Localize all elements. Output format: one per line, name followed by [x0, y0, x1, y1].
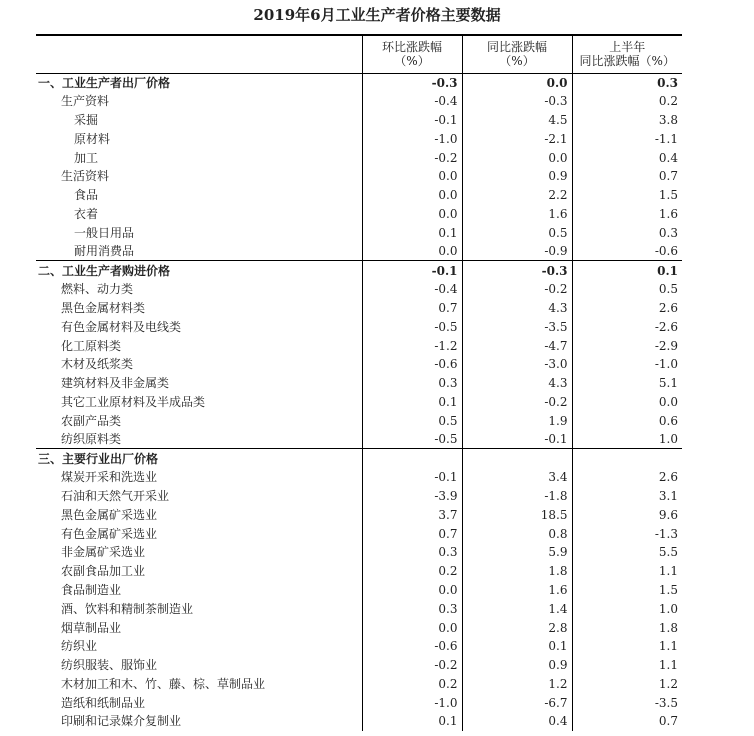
row-h1: 0.1	[572, 261, 682, 280]
row-yoy: -4.7	[462, 336, 572, 355]
row-mom: 0.0	[362, 581, 462, 600]
row-name: 衣着	[74, 206, 99, 221]
row-name: 原材料	[74, 131, 111, 146]
table-row	[36, 393, 682, 412]
row-name: 食品	[74, 188, 99, 203]
row-yoy: 0.4	[462, 712, 572, 731]
row-h1: 2.6	[572, 468, 682, 487]
row-h1: 3.8	[572, 111, 682, 130]
row-h1: 0.7	[572, 167, 682, 186]
row-mom: 0.2	[362, 675, 462, 694]
table-row	[36, 73, 682, 92]
row-h1: 5.1	[572, 374, 682, 393]
row-name: 有色金属矿采选业	[61, 526, 158, 541]
table-row	[36, 581, 682, 600]
table-row	[36, 355, 682, 374]
row-h1	[572, 449, 682, 468]
table-row	[36, 261, 682, 280]
row-mom: -0.6	[362, 637, 462, 656]
row-name: 纺织服装、服饰业	[61, 658, 158, 673]
row-name: 三、主要行业出厂价格	[36, 449, 362, 468]
row-mom: -1.2	[362, 336, 462, 355]
row-h1: 0.6	[572, 411, 682, 430]
row-name: 有色金属材料及电线类	[61, 319, 182, 334]
header-mom	[362, 35, 462, 73]
table-row	[36, 637, 682, 656]
row-name: 二、工业生产者购进价格	[36, 261, 362, 280]
row-yoy: -0.9	[462, 242, 572, 261]
header-h1-label: 上半年	[609, 40, 646, 55]
table-row	[36, 223, 682, 242]
row-name: 木材及纸浆类	[61, 357, 134, 372]
table-row	[36, 92, 682, 111]
row-yoy: 1.6	[462, 581, 572, 600]
row-name: 燃料、动力类	[61, 282, 134, 297]
header-h1-sub: 同比涨跌幅（%）	[579, 54, 675, 69]
header-item	[36, 35, 362, 73]
row-mom: 0.7	[362, 299, 462, 318]
row-yoy: -0.2	[462, 393, 572, 412]
row-yoy: 0.0	[462, 148, 572, 167]
row-mom: 0.3	[362, 599, 462, 618]
row-h1: -1.1	[572, 129, 682, 148]
row-mom: 0.5	[362, 411, 462, 430]
row-yoy: 1.8	[462, 562, 572, 581]
table-row	[36, 242, 682, 261]
row-name: 生产资料	[61, 94, 110, 109]
table-row	[36, 280, 682, 299]
row-mom: 0.3	[362, 374, 462, 393]
row-yoy: 3.4	[462, 468, 572, 487]
row-mom: 0.1	[362, 393, 462, 412]
row-mom: 0.1	[362, 712, 462, 731]
row-name: 农副产品类	[61, 413, 122, 428]
row-mom: 0.0	[362, 242, 462, 261]
row-h1: 0.0	[572, 393, 682, 412]
row-h1: 0.5	[572, 280, 682, 299]
row-yoy: -6.7	[462, 693, 572, 712]
price-data-table	[36, 34, 682, 731]
row-yoy: -0.3	[462, 92, 572, 111]
row-h1: 0.3	[572, 223, 682, 242]
row-h1: -2.9	[572, 336, 682, 355]
row-name: 耐用消费品	[74, 244, 135, 259]
table-row	[36, 167, 682, 186]
row-yoy: 1.9	[462, 411, 572, 430]
row-mom: 0.0	[362, 205, 462, 224]
table-row	[36, 411, 682, 430]
row-mom: -3.9	[362, 487, 462, 506]
row-h1: -2.6	[572, 317, 682, 336]
row-h1: 0.2	[572, 92, 682, 111]
row-yoy: 0.0	[462, 73, 572, 92]
row-name: 黑色金属材料类	[61, 300, 146, 315]
table-body	[36, 73, 682, 731]
row-yoy: 4.5	[462, 111, 572, 130]
row-name: 石油和天然气开采业	[61, 488, 170, 503]
row-yoy: 0.9	[462, 656, 572, 675]
row-yoy: 4.3	[462, 299, 572, 318]
table-row	[36, 336, 682, 355]
header-mom-label: 环比涨跌幅	[381, 40, 442, 55]
row-yoy: 4.3	[462, 374, 572, 393]
row-yoy: -3.0	[462, 355, 572, 374]
row-mom: -0.1	[362, 261, 462, 280]
row-h1: -1.3	[572, 524, 682, 543]
row-h1: 1.5	[572, 581, 682, 600]
header-mom-unit: （%）	[394, 54, 430, 69]
row-h1: 1.1	[572, 562, 682, 581]
row-name: 采掘	[74, 112, 99, 127]
row-yoy: 0.1	[462, 637, 572, 656]
row-yoy: 18.5	[462, 505, 572, 524]
table-row	[36, 299, 682, 318]
row-mom: -0.5	[362, 430, 462, 449]
row-mom: 0.7	[362, 524, 462, 543]
row-h1: 2.6	[572, 299, 682, 318]
row-yoy: 5.9	[462, 543, 572, 562]
row-yoy: -1.8	[462, 487, 572, 506]
row-h1: 1.0	[572, 599, 682, 618]
row-name: 造纸和纸制品业	[61, 695, 146, 710]
row-mom: -0.1	[362, 468, 462, 487]
row-h1: 1.6	[572, 205, 682, 224]
row-name: 化工原料类	[61, 338, 122, 353]
row-h1: 1.0	[572, 430, 682, 449]
row-mom: 0.1	[362, 223, 462, 242]
row-mom: 0.2	[362, 562, 462, 581]
table-row	[36, 129, 682, 148]
header-yoy-label: 同比涨跌幅	[486, 40, 547, 55]
row-yoy: 0.8	[462, 524, 572, 543]
row-mom: 3.7	[362, 505, 462, 524]
row-yoy: -0.3	[462, 261, 572, 280]
table-header-row	[36, 35, 682, 73]
row-h1: 1.1	[572, 637, 682, 656]
row-mom: -0.6	[362, 355, 462, 374]
table-row	[36, 317, 682, 336]
page-title: 2019年6月工业生产者价格主要数据	[253, 6, 501, 24]
table-row	[36, 524, 682, 543]
row-mom: -1.0	[362, 693, 462, 712]
row-name: 木材加工和木、竹、藤、棕、草制品业	[61, 676, 266, 691]
row-mom: 0.0	[362, 618, 462, 637]
row-h1: 1.1	[572, 656, 682, 675]
row-name: 一、工业生产者出厂价格	[38, 75, 171, 90]
row-mom: 0.0	[362, 167, 462, 186]
table-row	[36, 148, 682, 167]
row-name: 烟草制品业	[61, 620, 122, 635]
table-row	[36, 468, 682, 487]
row-mom: -0.4	[362, 280, 462, 299]
row-yoy: -2.1	[462, 129, 572, 148]
row-h1: 1.5	[572, 186, 682, 205]
row-mom: -0.2	[362, 148, 462, 167]
row-yoy: -0.1	[462, 430, 572, 449]
row-yoy: 0.9	[462, 167, 572, 186]
row-mom: -0.1	[362, 111, 462, 130]
row-yoy: -0.2	[462, 280, 572, 299]
row-name: 黑色金属矿采选业	[61, 507, 158, 522]
row-h1: 5.5	[572, 543, 682, 562]
row-name: 纺织业	[61, 639, 98, 654]
row-yoy	[462, 449, 572, 468]
row-name: 建筑材料及非金属类	[61, 376, 170, 391]
row-h1: -1.0	[572, 355, 682, 374]
table-row	[36, 675, 682, 694]
row-yoy: 1.2	[462, 675, 572, 694]
table-row	[36, 543, 682, 562]
row-h1: 3.1	[572, 487, 682, 506]
row-yoy: 2.2	[462, 186, 572, 205]
row-name: 纺织原料类	[61, 432, 122, 447]
row-name: 加工	[74, 150, 99, 165]
row-name: 生活资料	[61, 169, 110, 184]
row-mom: 0.3	[362, 543, 462, 562]
row-name: 一般日用品	[74, 225, 135, 240]
table-row	[36, 562, 682, 581]
row-name: 非金属矿采选业	[61, 545, 146, 560]
header-yoy-unit: （%）	[499, 54, 535, 69]
row-mom: 0.0	[362, 186, 462, 205]
row-yoy: 0.5	[462, 223, 572, 242]
row-yoy: 1.4	[462, 599, 572, 618]
row-mom	[362, 449, 462, 468]
row-mom: -0.4	[362, 92, 462, 111]
row-h1: -3.5	[572, 693, 682, 712]
row-name: 酒、饮料和精制茶制造业	[61, 601, 194, 616]
table-row	[36, 618, 682, 637]
header-yoy	[462, 35, 572, 73]
row-mom: -0.5	[362, 317, 462, 336]
table-row	[36, 186, 682, 205]
row-mom: -0.3	[362, 73, 462, 92]
table-row	[36, 656, 682, 675]
table-row	[36, 374, 682, 393]
row-mom: -0.2	[362, 656, 462, 675]
row-name: 煤炭开采和洗选业	[61, 470, 158, 485]
row-h1: 0.4	[572, 148, 682, 167]
row-h1: 0.7	[572, 712, 682, 731]
table-row	[36, 449, 682, 468]
row-name: 农副食品加工业	[61, 564, 146, 579]
row-h1: 1.8	[572, 618, 682, 637]
row-yoy: 1.6	[462, 205, 572, 224]
table-row	[36, 205, 682, 224]
row-name: 其它工业原材料及半成品类	[61, 394, 206, 409]
row-mom: -1.0	[362, 129, 462, 148]
row-name: 印刷和记录媒介复制业	[61, 714, 182, 729]
row-h1: 1.2	[572, 675, 682, 694]
table-row	[36, 712, 682, 731]
row-name: 食品制造业	[61, 582, 122, 597]
row-yoy: -3.5	[462, 317, 572, 336]
row-h1: 9.6	[572, 505, 682, 524]
row-yoy: 2.8	[462, 618, 572, 637]
row-h1: -0.6	[572, 242, 682, 261]
table-row	[36, 693, 682, 712]
table-row	[36, 430, 682, 449]
table-row	[36, 505, 682, 524]
row-h1: 0.3	[572, 73, 682, 92]
table-row	[36, 111, 682, 130]
table-row	[36, 487, 682, 506]
header-h1	[572, 35, 682, 73]
table-row	[36, 599, 682, 618]
